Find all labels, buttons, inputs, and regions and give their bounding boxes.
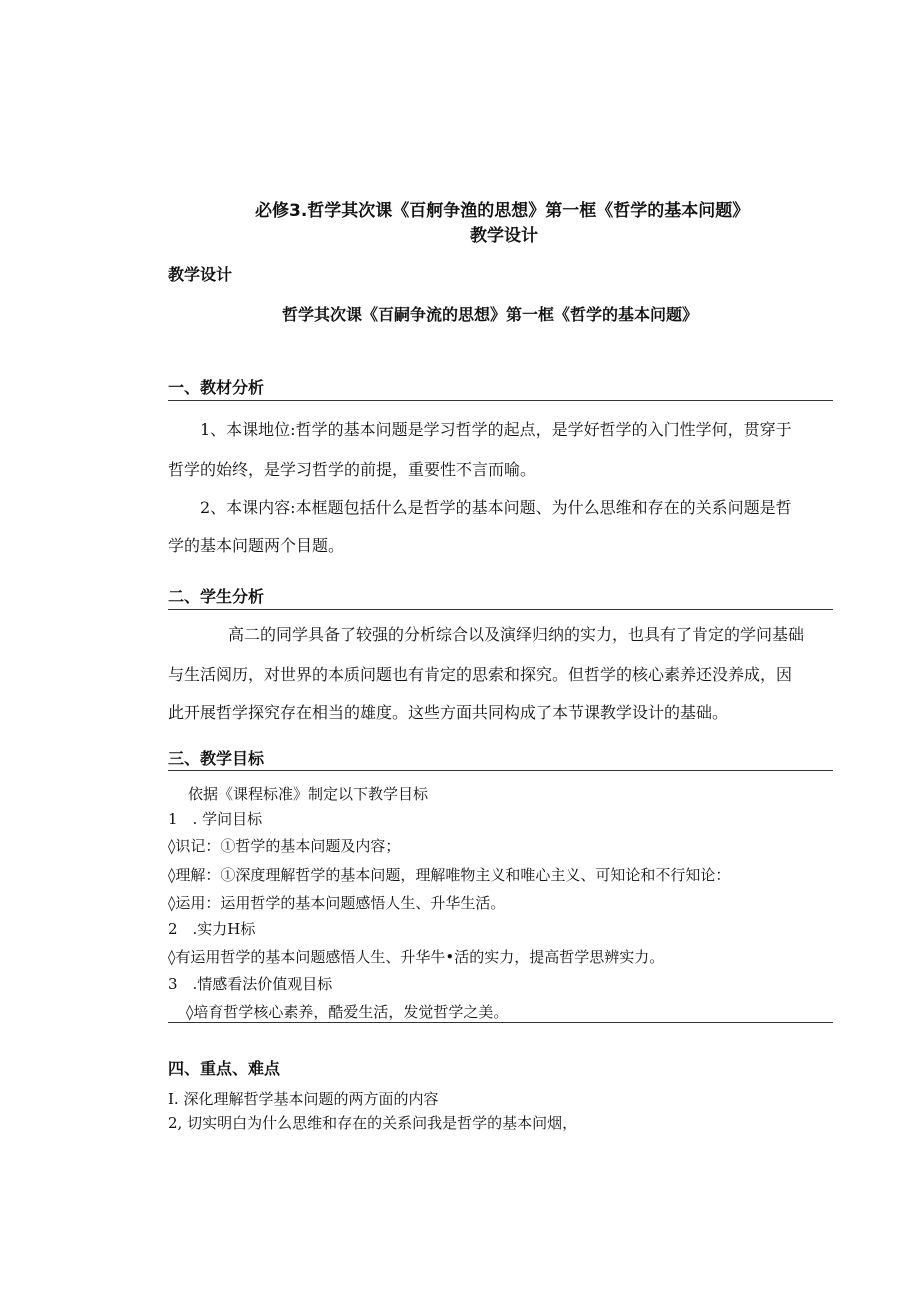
goal-line: ◊理解：①深度理解哲学的基本问题，理解唯物主义和唯心主义、可知论和不行知论： (168, 866, 731, 884)
paragraph-line: 高二的同学具备了较强的分析综合以及演绎归纳的实力，也具有了肯定的学问基础 (228, 625, 805, 644)
goal-line: ◊有运用哲学的基本问题感悟人生、升华牛•活的实力，提高哲学思辨实力。 (168, 948, 665, 966)
goal-item-attitude: 3 .情感看法价值观目标 (168, 975, 333, 993)
document-title-suffix: 教学设计 (470, 226, 538, 246)
key-point-line: I. 深化理解哲学基本问题的两方面的内容 (168, 1090, 439, 1108)
goal-line: ◊培育哲学核心素养，酷爱生活，发觉哲学之美。 (186, 1003, 509, 1021)
section-divider (168, 1022, 833, 1023)
key-point-line: 2, 切实明白为什么思维和存在的关系问我是哲学的基本问烟， (168, 1114, 578, 1132)
paragraph-line: 2、本课内容:本框题包括什么是哲学的基本问题、为什么思维和存在的关系问题是哲 (200, 498, 792, 517)
section-divider (168, 770, 833, 771)
doc-subtitle: 哲学其次课《百嗣争流的思想》第一框《哲学的基本问题》 (282, 305, 699, 324)
paragraph-line: 此开展哲学探究存在相当的雄度。这些方面共同构成了本节课教学设计的基础。 (168, 703, 729, 722)
section-heading-teaching-goals: 三、教学目标 (168, 749, 265, 768)
paragraph-line: 1、本课地位:哲学的基本问题是学习哲学的起点，是学好哲学的入门性学何，贯穿于 (200, 420, 792, 439)
goals-intro: 依据《课程标准》制定以下教学目标 (188, 785, 429, 803)
section-heading-student-analysis: 二、学生分析 (168, 587, 265, 606)
section-heading-textbook-analysis: 一、教材分析 (168, 378, 265, 397)
paragraph-line: 学的基本问题两个目题。 (168, 536, 345, 555)
section-divider (168, 609, 833, 610)
goal-item-ability: 2 .实力H标 (168, 920, 256, 938)
goal-item-knowledge: 1 . 学问目标 (168, 810, 263, 828)
section-divider (168, 400, 833, 401)
section-heading-key-points: 四、重点、难点 (168, 1059, 281, 1078)
goal-line: ◊识记：①哲学的基本问题及内容； (168, 837, 401, 855)
goal-line: ◊运用：运用哲学的基本问题感悟人生、升华生活。 (168, 894, 506, 912)
doc-label: 教学设计 (168, 265, 233, 284)
paragraph-line: 与生活阅历，对世界的本质问题也有肯定的思索和探究。但哲学的核心素养还没养成，因 (168, 665, 793, 684)
document-title: 必修3.哲学其次课《百舸争渔的思想》第一框《哲学的基本问题》 (255, 201, 750, 221)
paragraph-line: 哲学的始终，是学习哲学的前提，重要性不言而喻。 (168, 460, 537, 479)
